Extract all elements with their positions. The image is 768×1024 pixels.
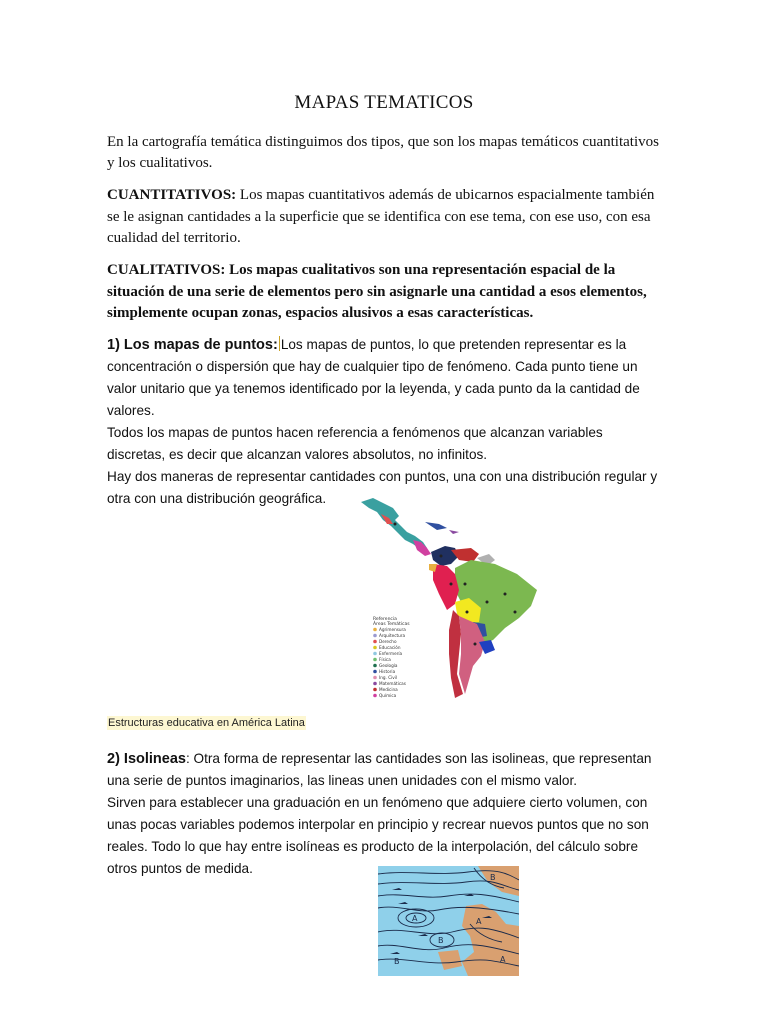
isoline-map-image [378,866,519,976]
legend-label: Física [379,657,391,662]
map-legend-subtitle: Áreas Temáticas [373,622,410,627]
cuantitativos-paragraph [107,185,663,250]
legend-swatch [373,676,377,680]
cuantitativos-label: CUANTITATIVOS: [107,187,237,203]
page-title: MAPAS TEMATICOS [294,92,474,113]
map-legend-title: Referencia [373,617,397,622]
cualitativos-text: Los mapas cualitativos son una representación espacial de la situación de una serie de elementos pero sin asignarle una cantidad a esos elementos, simplemente ocupan zonas, espacios alusivos a esas características. [107,262,647,321]
pressure-label-a2: A [476,917,482,926]
legend-label: Enfermería [379,651,403,656]
legend-swatch [373,652,377,656]
legend-label: Matemáticas [379,681,406,686]
legend-swatch [373,694,377,698]
legend-swatch [373,628,377,632]
intro-paragraph: En la cartografía temática distinguimos dos tipos, que son los mapas temáticos cuantitativos y los cualitativos. [107,134,659,171]
legend-label: Educación [379,645,401,650]
puntos-p2: Todos los mapas de puntos hacen referencia a fenómenos que alcanzan variables discretas, es decir que alcanzan valores absolutos, no infinitos. [107,425,603,462]
legend-label: Arquitectura [379,633,406,638]
puntos-heading: 1) Los mapas de puntos: [107,337,278,353]
isolineas-heading: 2) Isolineas [107,751,186,767]
legend-swatch [373,688,377,692]
cualitativos-paragraph [107,260,663,325]
cualitativos-label: CUALITATIVOS: [107,262,226,278]
legend-swatch [373,634,377,638]
pressure-label-a1: A [412,914,418,923]
text-cursor [279,336,280,351]
puntos-p1-text: Los mapas de puntos, lo que pretenden representar es la concentración o dispersión que hay de cualquier tipo de fenómeno. Cada punto tiene un valor unitario que ya tenemos identificado por la leyenda, y cada punto da la cantidad de valores. [107,337,640,418]
legend-label: Derecho [379,639,397,644]
legend-label: Ing. Civil [379,675,398,680]
puntos-p3: Hay dos maneras de representar cantidades con puntos, una con una distribución regular y otra con una distribución geográfica. [107,469,658,506]
cuantitativos-text: Los mapas cuantitativos además de ubicarnos espacialmente también se le asignan cantidades a la superficie que se identifica con ese tema, con ese uso, con esa cualidad del territorio. [107,187,655,246]
legend-swatch [373,646,377,650]
puntos-p1 [107,334,663,422]
isolineas-colon: : [185,751,190,766]
isolineas-section [107,748,663,880]
pressure-label-b2: B [394,957,400,966]
pressure-label-b3: B [490,873,496,882]
legend-label: Medicina [379,687,398,692]
legend-label: Agrimensura [379,627,406,632]
legend-label: Geología [379,663,398,668]
legend-label: Química [379,693,397,698]
legend-swatch [373,670,377,674]
latin-america-map-image [355,494,551,706]
legend-swatch [373,640,377,644]
figure-caption: Estructuras educativa en América Latina [108,717,305,729]
pressure-label-a3: A [500,955,506,964]
legend-swatch [373,658,377,662]
legend-label: Historia [379,669,396,674]
isolineas-p1-text: Otra forma de representar las cantidades son las isolineas, que representan una serie de puntos imaginarios, las lineas unen unidades con el mismo valor. [107,751,652,788]
pressure-label-b1: B [438,936,444,945]
isolineas-p2: Sirven para establecer una graduación en un fenómeno que adquiere cierto volumen, con unas pocas variables podemos interpolar en principio y recrear nuevos puntos que no son reales. Todo lo que hay entre isolíneas es producto de la interpolación, del cálculo sobre otros puntos de medida. [107,795,649,876]
legend-swatch [373,664,377,668]
puntos-section [107,334,663,510]
legend-swatch [373,682,377,686]
isolineas-p1 [107,748,663,792]
